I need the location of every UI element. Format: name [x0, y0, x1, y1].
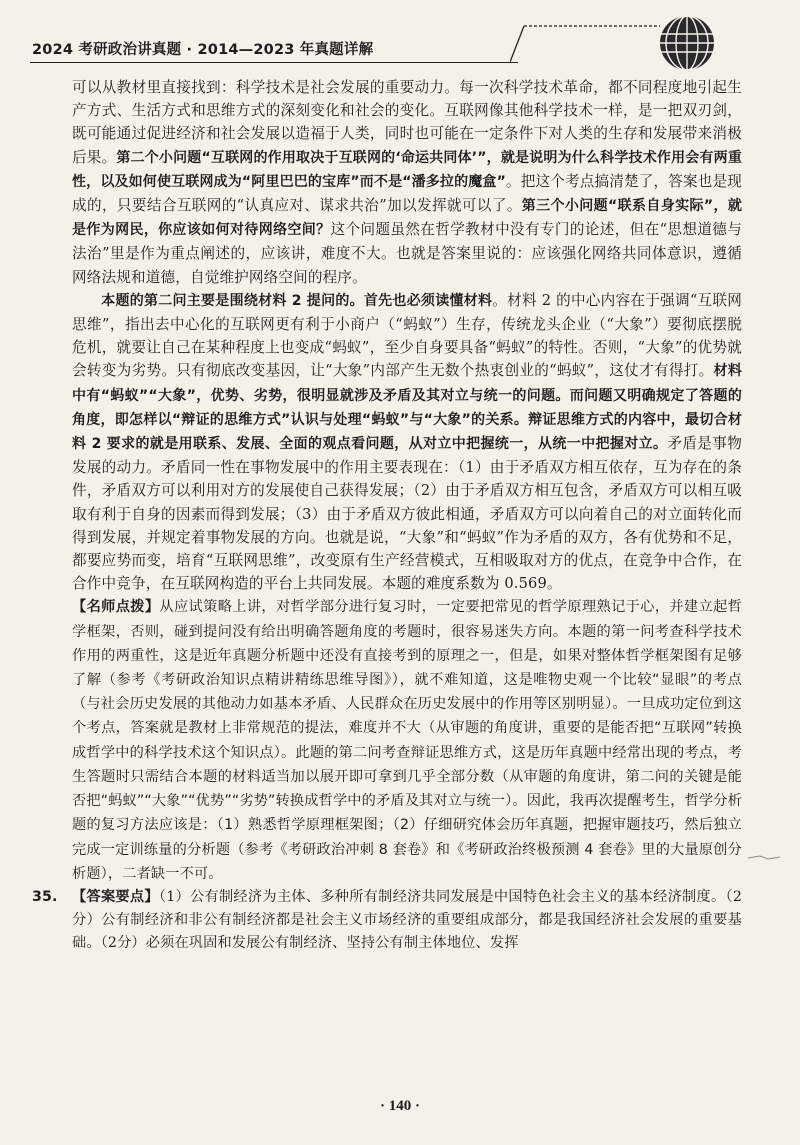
paragraph-1 [72, 76, 742, 289]
page-content [32, 76, 743, 956]
text: 矛盾是事物发展的动力。矛盾同一性在事物发展中的作用主要表现在：（1）由于矛盾双方相互依存，互为存在的条件，矛盾双方可以利用对方的发展使自己获得发展；（2）由于矛盾双方相互包含，矛盾双方可以相互吸取有利于自身的因素而得到发展；（3）由于矛盾双方彼此相通，矛盾双方可以向着自己的对立面转化而得到发展，并规定着事物发展的方向。也就是说，“大象”和“蚂蚁”作为矛盾的双方，各有优势和不足，都要应势而变，培育“互联网思维”，改变原有生产经营模式，互相吸取对方的优点，在竞争中合作，在合作中竞争，在互联网构造的平台上共同发展。本题的难度系数为 0.569。 [72, 435, 742, 593]
question-number: 35. [32, 888, 58, 905]
answer-text [72, 886, 742, 956]
bold-text: 本题的第二问主要是围绕材料 2 提问的。首先也必须读懂材料 [101, 292, 493, 309]
page-number: · 140 · [379, 1098, 420, 1114]
answer-35 [32, 886, 743, 956]
globe-logo-icon [656, 12, 718, 74]
bold-text: 第二个小问题“互联网的作用取决于互联网的‘命运共同体’”，就是说明为什么科学技术作用会有两重性，以及如何使互联网成为“阿里巴巴的宝库”而不是“潘多拉的魔盒” [72, 149, 743, 190]
text: 。把这个考点搞清楚了，答案也是现成的，只要结合互联网的“认真应对、谋求共治”加以发挥就可以了。 [72, 172, 743, 215]
running-header: 2024 考研政治讲真题 · 2014—2023 年真题详解 [32, 42, 374, 58]
tip-label: 【名师点拨】 [72, 599, 160, 616]
tip-text: 从应试策略上讲，对哲学部分进行复习时，一定要把常见的哲学原理熟记于心，并建立起哲学框架，否则，碰到提问没有给出明确答题角度的考题时，很容易迷失方向。本题的第一问考查科学技术作用的两重性，这是近年真题分析题中还没有直接考到的原理之一，但是，如果对整体哲学框架图有足够了解（参考《考研政治知识点精讲精练思维导图》），就不难知道，这是唯物史观一个比较“显眼”的考点（与社会历史发展的其他动力如基本矛盾、人民群众在历史发展中的作用等区别明显）。一旦成功定位到这个考点，答案就是教材上非常规范的提法，难度并不大（从审题的角度讲，重要的是能否把“互联网”转换成哲学中的科学技术这个知识点）。此题的第二问考查辩证思维方式，这是历年真题中经常出现的考点，考生答题时只需结合本题的材料适当加以展开即可拿到几乎全部分数（从审题的角度讲，第二问的关键是能否把“蚂蚁”“大象”“优势”“劣势”转换成哲学中的矛盾及其对立与统一）。因此，我再次提醒考生，哲学分析题的复习方法应该是：（1）熟悉哲学原理框架图；（2）仔细研究体会历年真题，把握审题技巧，然后独立完成一定训练量的分析题（参考《考研政治冲刺 8 套卷》和《考研政治终极预测 4 套卷》里的大量原创分析题），二者缺一不可。 [72, 599, 742, 882]
paragraph-2 [72, 289, 742, 596]
bold-text: 材料中有“蚂蚁”“大象”，优势、劣势，很明显就涉及矛盾及其对立与统一的问题。而问题又明确规定了答题的角度，即怎样以“辩证的思维方式”认识与处理“蚂蚁”与“大象”的关系。辩证思维方式的内容中，最切合材料 2 要求的就是用联系、发展、全面的观点看问题，从对立中把握统一，从统一中把握对立。 [72, 363, 742, 453]
answer-label: 【答案要点】 [72, 888, 159, 905]
teacher-tip [72, 595, 742, 885]
header-rule [30, 62, 518, 63]
text: 这个问题虽然在哲学教材中没有专门的论述，但在“思想道德与法治”里是作为重点阐述的，应该讲，难度不大。也就是答案里说的：应该强化网络共同体意识，遵循网络法规和道德，自觉维护网络空间的程序。 [72, 221, 742, 286]
text: 。材料 2 的中心内容在于强调“互联网思维”，指出去中心化的互联网更有利于小商户（“蚂蚁”）生存，传统龙头企业（“大象”）要彻底摆脱危机，就要让自己在某种程度上也变成“蚂蚁”，至少自身要具备“蚂蚁”的特性。否则，“大象”的优势就会转变为劣势。只有彻底改变基因，让“大象”内部产生无数个热衷创业的“蚂蚁”，这仗才有得打。 [72, 291, 743, 380]
margin-mark [746, 848, 786, 868]
bold-text: 第三个小问题“联系自身实际”，就是作为网民，你应该如何对待网络空间？ [72, 198, 742, 239]
answer-body: （1）公有制经济为主体、多种所有制经济共同发展是中国特色社会主义的基本经济制度。（2分）公有制经济和非公有制经济都是社会主义市场经济的重要组成部分，都是我国经济社会发展的重要基础。（2分）必须在巩固和发展公有制经济、坚持公有制主体地位、发挥 [72, 888, 743, 952]
text: 可以从教材里直接找到：科学技术是社会发展的重要动力。每一次科学技术革命，都不同程度地引起生产方式、生活方式和思维方式的深刻变化和社会的变化。互联网像其他科学技术一样，是一把双刃剑，既可能通过促进经济和社会发展以造福于人类，同时也可能在一定条件下对人类的生存和发展带来消极后果。 [72, 79, 742, 166]
